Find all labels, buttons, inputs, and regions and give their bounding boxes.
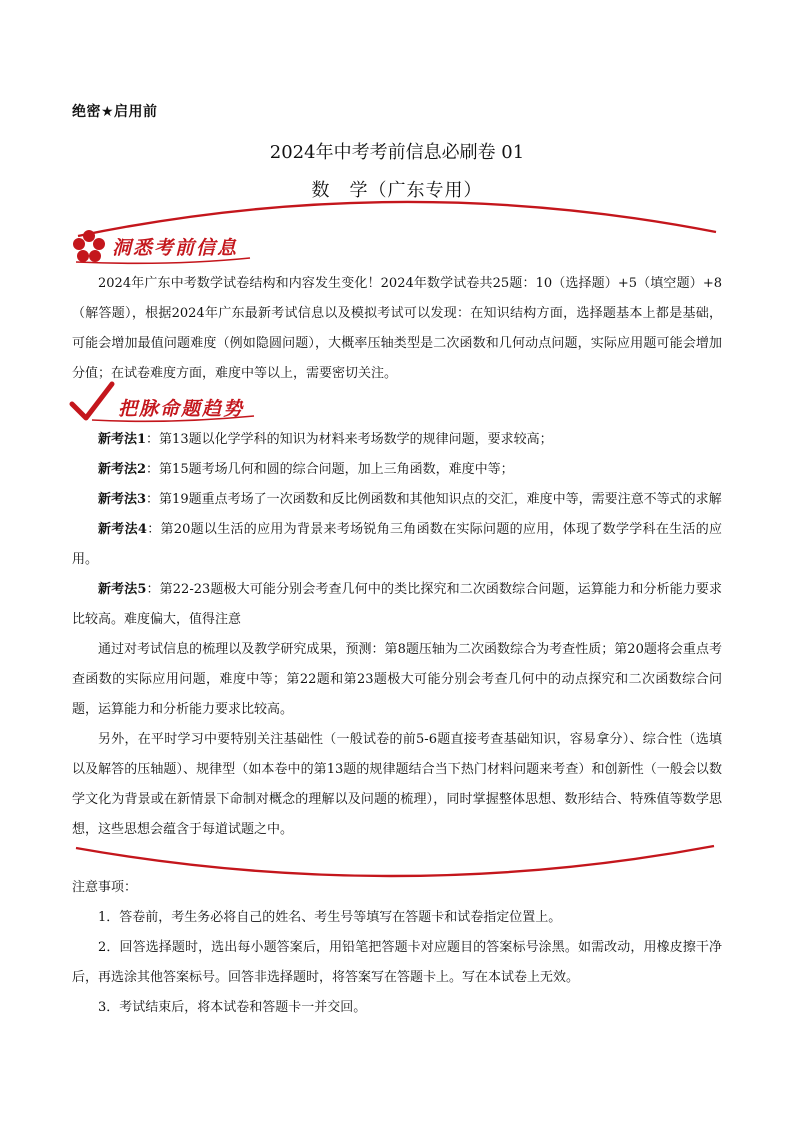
advice-paragraph: 另外，在平时学习中要特别关注基础性（一般试卷的前5-6题直接考查基础知识，容易拿分）、综合性（选填以及解答的压轴题）、规律型（如本卷中的第13题的规律题结合当下热门材料问题来考查）和创新性（一般会以数学文化为背景或在新情景下命制对概念的理解以及问题的梳理），同时掌握整体思想、数形结合、特殊值等数学思想，这些思想会蕴含于每道试题之中。 <box>72 732 722 837</box>
top-arc <box>78 202 716 236</box>
notes-heading: 注意事项： <box>72 880 138 895</box>
list-item: 新考法4：第20题以生活的应用为背景来考场锐角三角函数在实际问题的应用，体现了数学学科在生活的应用。 <box>72 522 722 567</box>
list-item: 新考法3：第19题重点考场了一次函数和反比例函数和其他知识点的交汇，难度中等，需要注意不等式的求解 <box>98 492 722 507</box>
list-item: 新考法2：第15题考场几何和圆的综合问题，加上三角函数，难度中等； <box>98 462 514 477</box>
notes-section <box>72 873 722 1023</box>
section1-body <box>72 269 722 389</box>
bottom-arc <box>76 846 714 876</box>
check-icon <box>72 384 112 418</box>
note-item: 2．回答选择题时，选出每小题答案后，用铅笔把答题卡对应题目的答案标号涂黑。如需改动，用橡皮擦干净后，再选涂其他答案标号。回答非选择题时，将答案写在答题卡上。写在本试卷上无效。 <box>72 940 722 985</box>
section2-body <box>72 425 722 845</box>
section1-heading: 洞悉考前信息 <box>112 237 239 259</box>
list-item: 新考法1：第13题以化学学科的知识为材料来考场数学的规律问题，要求较高； <box>98 432 553 447</box>
note-item: 3．考试结束后，将本试卷和答题卡一并交回。 <box>98 1000 367 1015</box>
page-title: 2024年中考考前信息必刷卷 01 <box>269 142 525 163</box>
note-item: 1．答卷前，考生务必将自己的姓名、考生号等填写在答题卡和试卷指定位置上。 <box>98 910 562 925</box>
section1-paragraph: 2024年广东中考数学试卷结构和内容发生变化！2024年数学试卷共25题：10（选择题）+5（填空题）+8（解答题），根据2024年广东最新考试信息以及模拟考试可以发现：在知识结构方面，选择题基本上都是基础，可能会增加最值问题难度（例如隐圆问题），大概率压轴类型是二次函数和几何动点问题，实际应用题可能会增加分值；在试卷难度方面，难度中等以上，需要密切关注。 <box>72 276 722 381</box>
list-item: 新考法5：第22-23题极大可能分别会考查几何中的类比探究和二次函数综合问题，运算能力和分析能力要求比较高。难度偏大，值得注意 <box>72 582 723 627</box>
prediction-paragraph: 通过对考试信息的梳理以及教学研究成果，预测：第8题压轴为二次函数综合为考查性质；第20题将会重点考查函数的实际应用问题，难度中等；第22题和第23题极大可能分别会考查几何中的动点探究和二次函数综合问题，运算能力和分析能力要求比较高。 <box>72 642 722 717</box>
section2-heading: 把脉命题趋势 <box>118 398 245 420</box>
page-subtitle: 数 学（广东专用） <box>311 180 483 201</box>
flower-icon <box>73 230 105 262</box>
secret-mark: 绝密★启用前 <box>72 104 158 120</box>
